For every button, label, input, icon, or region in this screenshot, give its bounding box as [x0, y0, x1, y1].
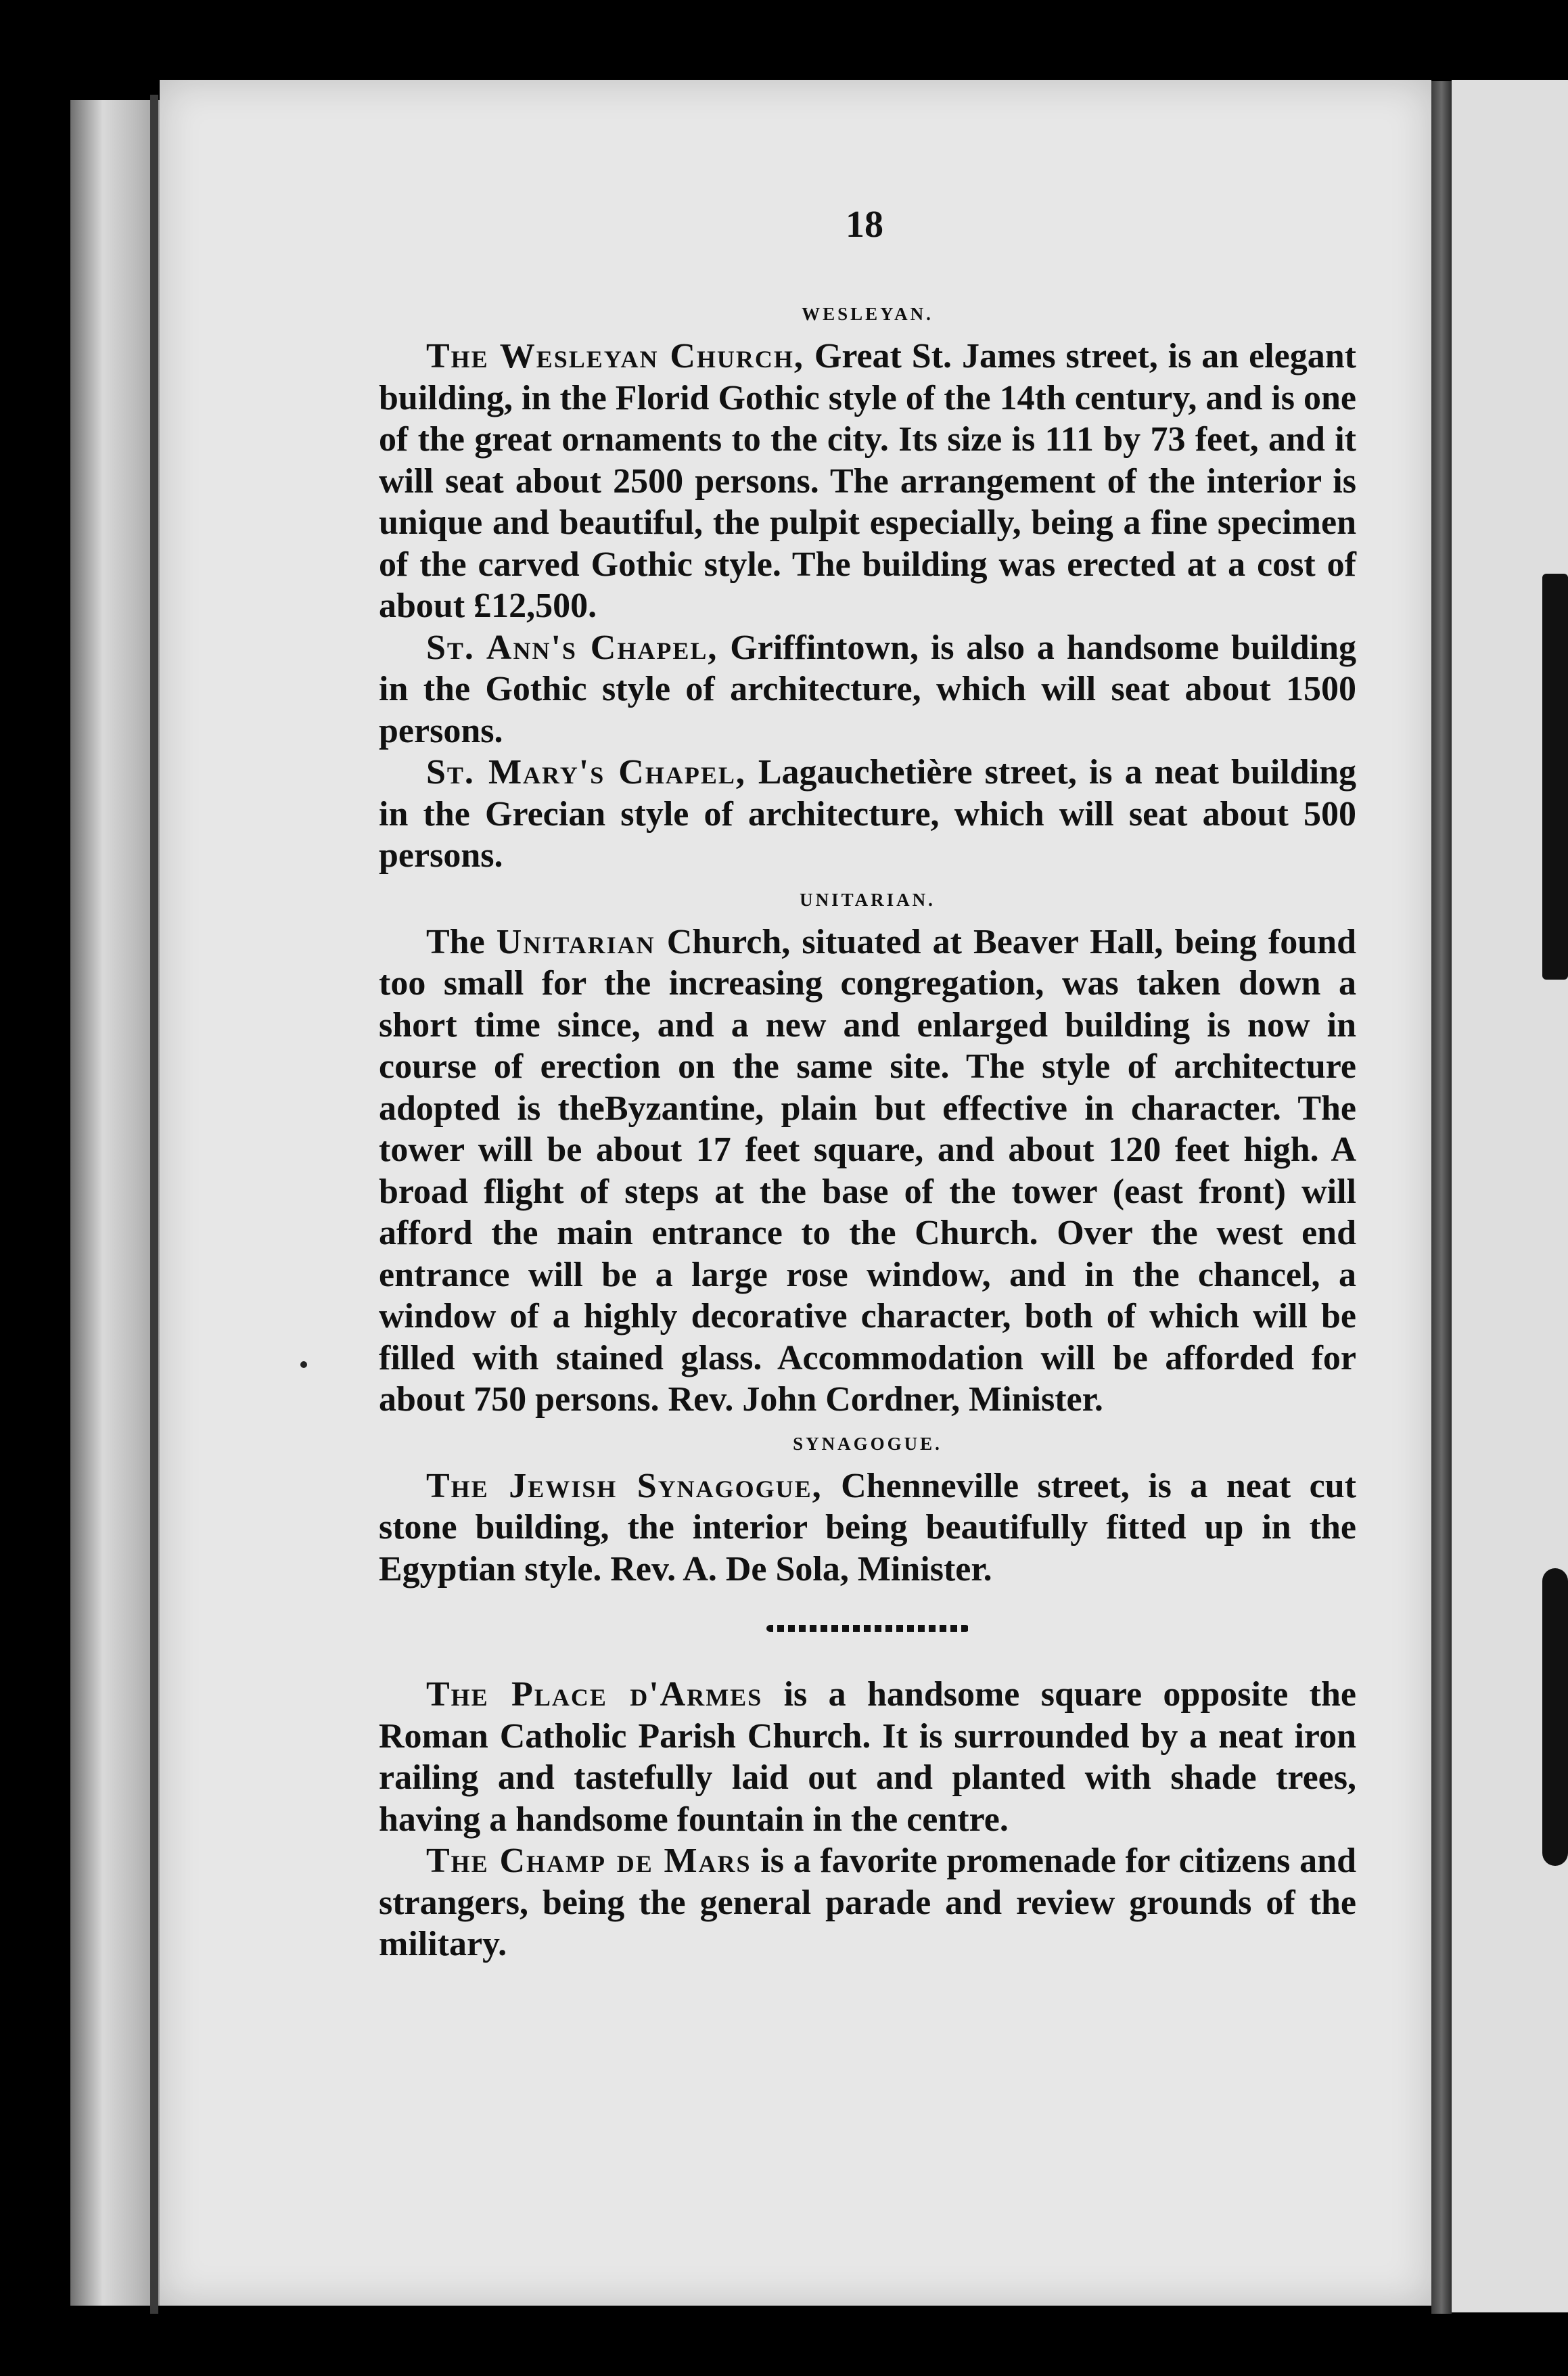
facing-page-edge — [1452, 80, 1568, 2312]
text-unitarian-church: Church, situated at Beaver Hall, being found too small for the increasing congregation, was taken down a short time since, and a new and enlarged building is now in course of erection on the same site. The style of architecture adopted is theByzantine, plain but effective in character. The tower will be about 17 feet square, and about 120 feet high. A broad flight of steps at the base of the tower (east front) will afford the main entrance to the Church. Over the west end entrance will be a large rose window, and in the chancel, a window of a highly decorative character, both of which will be filled with stained glass. Accommodation will be afforded for about 750 persons. Rev. John Cordner, Minister. — [379, 922, 1357, 1419]
lead-champ-de-mars: The Champ de Mars — [426, 1842, 752, 1880]
lead-st-marys-chapel: St. Mary's Chapel, — [426, 753, 746, 792]
lead-st-anns-chapel: St. Ann's Chapel, — [426, 628, 718, 667]
pre-unitarian-church: The — [426, 922, 497, 961]
lead-jewish-synagogue: The Jewish Synagogue, — [426, 1466, 823, 1505]
paragraph-place-d-armes — [379, 1674, 1356, 1840]
text-champ-de-mars: is a favorite promenade for citizens and strangers, being the general parade and review grounds of the military. — [379, 1842, 1356, 1963]
section-heading-synagogue: SYNAGOGUE. — [793, 1433, 942, 1454]
paragraph-st-marys-chapel — [379, 752, 1356, 877]
paragraph-unitarian-church — [379, 921, 1356, 1421]
paragraph-st-anns-chapel — [379, 627, 1356, 752]
text-jewish-synagogue: Chenneville street, is a neat cut stone building, the interior being beautifully fitted up in the Egyptian style. Rev. A. De Sola, Minister. — [379, 1466, 1356, 1589]
ink-speck — [300, 1361, 307, 1368]
lead-place-d-armes: The Place d'Armes — [426, 1675, 763, 1714]
paragraph-champ-de-mars — [379, 1840, 1356, 1965]
right-gutter — [1431, 81, 1452, 2314]
page-text — [379, 291, 1356, 1965]
ornamental-divider — [766, 1625, 969, 1632]
facing-page-ink — [1542, 574, 1568, 980]
paragraph-jewish-synagogue — [379, 1465, 1356, 1591]
page-number: 18 — [846, 204, 883, 246]
section-heading-unitarian: UNITARIAN. — [800, 889, 936, 910]
section-heading-wesleyan: WESLEYAN. — [802, 304, 933, 324]
lead-unitarian-church: Unitarian — [496, 922, 655, 961]
text-st-marys-chapel: Lagauchetière street, is a neat building in the Grecian style of architecture, which will seat about 500 persons. — [379, 753, 1356, 875]
text-place-d-armes: is a handsome square opposite the Roman Catholic Parish Church. It is surrounded by a neat iron railing and tastefully laid out and planted with shade trees, having a handsome fountain in the centre. — [379, 1675, 1356, 1839]
left-gutter — [150, 95, 158, 2314]
text-wesleyan-church: Great St. James street, is an elegant building, in the Florid Gothic style of the 14th century, and is one of the great ornaments to the city. Its size is 111 by 73 feet, and it will seat about 2500 persons. The arrangement of the interior is unique and beautiful, the pulpit especially, being a fine specimen of the carved Gothic style. The building was erected at a cost of about £12,500. — [379, 337, 1356, 625]
lead-wesleyan-church: The Wesleyan Church, — [426, 337, 804, 375]
facing-page-ink — [1542, 1568, 1568, 1866]
paragraph-wesleyan-church — [379, 336, 1356, 627]
text-st-anns-chapel: Griffintown, is also a handsome building in the Gothic style of architecture, which will seat about 1500 persons. — [379, 628, 1357, 750]
